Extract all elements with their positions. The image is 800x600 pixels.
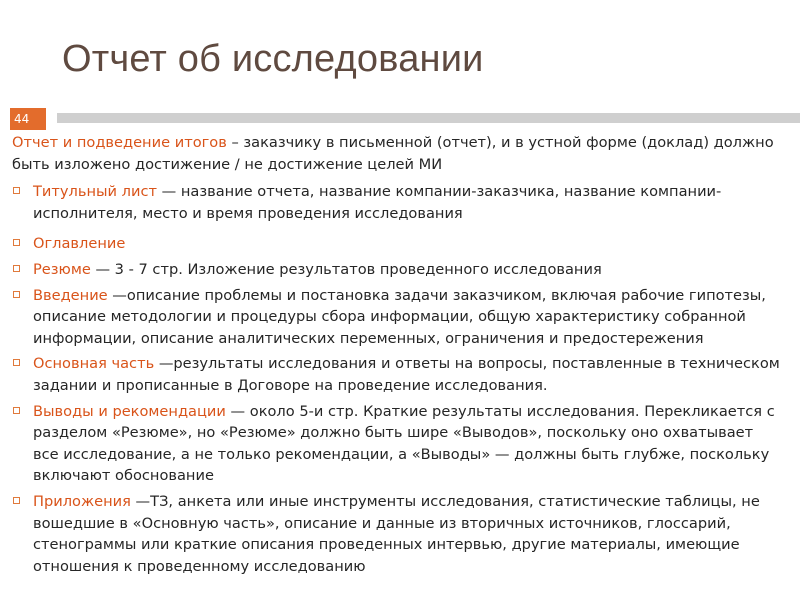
square-bullet-icon (13, 407, 20, 414)
intro-rest: – заказчику в письменной (отчет), и в устной форме (доклад) должно быть изложено достижение / не достижение целей МИ (12, 134, 774, 173)
list-item (12, 181, 782, 224)
item-term: Приложения (33, 492, 131, 510)
item-text: — около 5-и стр. Краткие результаты исследования. Перекликается с разделом «Резюме», но «Резюме» должно быть шире «Выводов», поскольку оно охватывает все исследование, а не только рекомендации, а «Выводы» — должны быть глубже, поскольку включают обоснование (33, 402, 775, 485)
square-bullet-icon (13, 291, 20, 298)
intro-paragraph (12, 132, 782, 175)
intro-lead: Отчет и подведение итогов (12, 134, 227, 151)
item-term: Основная часть (33, 355, 155, 373)
slide-title: Отчет об исследовании (62, 38, 484, 80)
page-number: 44 (10, 108, 46, 130)
square-bullet-icon (13, 239, 20, 246)
list-item (12, 233, 782, 255)
item-term: Титульный лист (33, 183, 157, 201)
list-item (12, 259, 782, 281)
square-bullet-icon (13, 187, 20, 194)
list-item (12, 285, 782, 350)
item-term: Выводы и рекомендации (33, 402, 226, 420)
item-text: —описание проблемы и постановка задачи заказчиком, включая рабочие гипотезы, описание методологии и процедуры сбора информации, общую характеристику собранной информации, описание аналитических переменных, ограничения и предостережения (33, 286, 766, 347)
list-item (12, 491, 782, 577)
list-item (12, 401, 782, 487)
item-text: —ТЗ, анкета или иные инструменты исследования, статистические таблицы, не вошедшие в «Основную часть», описание и данные из вторичных источников, глоссарий, стенограммы или краткие описания проведенных интервью, другие материалы, имеющие отношения к проведенному исследованию (33, 492, 760, 575)
square-bullet-icon (13, 359, 20, 366)
bullet-list (12, 181, 782, 577)
slide-content (12, 132, 782, 581)
item-term: Введение (33, 286, 108, 304)
list-item (12, 353, 782, 396)
square-bullet-icon (13, 265, 20, 272)
item-term: Оглавление (33, 235, 126, 253)
item-text: —результаты исследования и ответы на вопросы, поставленные в техническом задании и прописанные в Договоре на проведение исследования. (33, 355, 780, 394)
header-rule (57, 113, 800, 123)
item-term: Резюме (33, 260, 91, 278)
item-text: — 3 - 7 стр. Изложение результатов проведенного исследования (90, 260, 602, 278)
item-text: — название отчета, название компании-заказчика, название компании-исполнителя, место и время проведения исследования (33, 183, 722, 222)
square-bullet-icon (13, 497, 20, 504)
